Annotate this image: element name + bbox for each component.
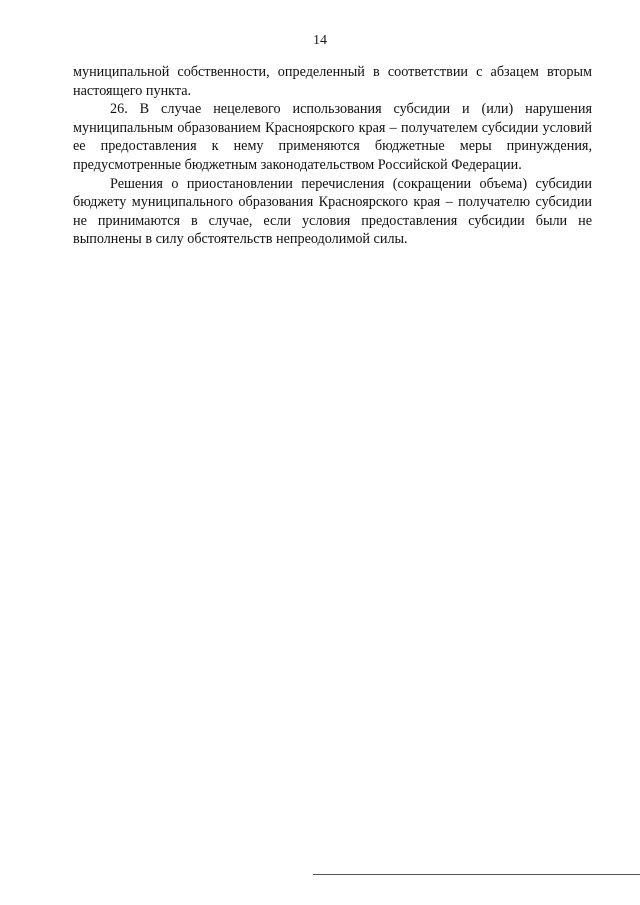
footer-divider bbox=[313, 874, 640, 875]
paragraph-decisions: Решения о приостановлении перечисления (сокращении объема) субсидии бюджету муниципального образования Красноярского края – получателю субсидии не принимаются в случае, если условия предоставления субсидии были не выполнены в силу обстоятельств непреодолимой силы. bbox=[73, 175, 592, 248]
document-body bbox=[73, 63, 592, 249]
paragraph-continuation: муниципальной собственности, определенный в соответствии с абзацем вторым настоящего пункта. bbox=[73, 64, 592, 99]
page-number: 14 bbox=[313, 33, 327, 48]
paragraph-26: 26. В случае нецелевого использования субсидии и (или) нарушения муниципальным образованием Красноярского края – получателем субсидии условий ее предоставления к нему применяются бюджетные меры принуждения, предусмотренные бюджетным законодательством Российской Федерации. bbox=[73, 101, 592, 173]
